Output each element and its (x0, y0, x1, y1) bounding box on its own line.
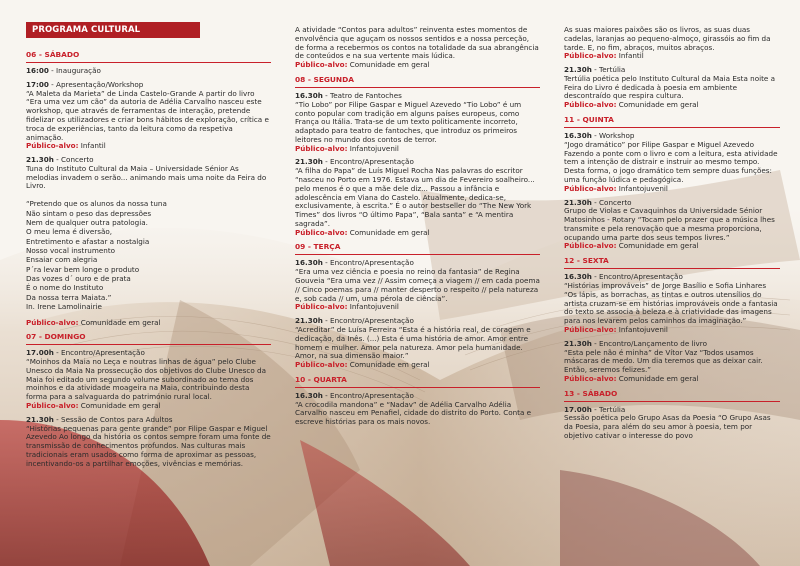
audience-value: Infantojuvenil (616, 324, 668, 334)
event-esta-pele (564, 340, 780, 384)
event-asas-da-poesia (564, 406, 780, 441)
event-description: “Acreditar” de Luísa Ferreira “Esta é a história real, de coragem e dedicação, da Inês. (...) Esta é uma história de amor. Amor entre homem e mulher. Amor pela natureza. Amor pela humanidade. Amor, na sua dimensão maior.” (295, 324, 531, 361)
column-2 (295, 26, 540, 566)
audience-value: Comunidade em geral (78, 317, 161, 327)
audience: Público-alvo: Comunidade em geral (564, 241, 699, 251)
event-contos-continued (295, 26, 540, 70)
audience-value: Comunidade em geral (616, 373, 699, 383)
event-description: “A Maleta da Marieta” de Linda Castelo-Grande A partir do livro “Era uma vez um cão” da autoria de Adélia Carvalho nasceu este workshop, que através de ferramentas de interação, pretende fidelizar os utilizadores e criar bons hábitos de exploração, crítica e troca de experiências, tanto da leitura como da respetiva animação. (26, 88, 269, 142)
event-acreditar (295, 317, 540, 370)
event-type: - Encontro/Apresentação (53, 348, 145, 358)
event-time: 16.30h (295, 90, 323, 100)
event-time: 17.00h (564, 404, 592, 414)
poem-line: “Pretendo que os alunos da nossa tuna (26, 199, 167, 209)
day-heading-08: 08 - SEGUNDA (295, 75, 540, 88)
audience-value: Infantil (78, 141, 106, 151)
event-time: 16:00 (26, 66, 49, 76)
event-type: - Teatro de Fantoches (322, 90, 402, 100)
event-description: “Histórias improváveis” de Jorge Basílio e Sofia Linhares “Os lápis, as borrachas, as tintas e outros utensílios do artista cruzam-se em histórias improváveis onde a fantasia do texto se associa à beleza e à criatividade das imagens para nos levarem pelos caminhos da imaginação.” (564, 281, 778, 326)
day-heading-06: 06 - SÁBADO (26, 50, 271, 63)
event-description: As suas maiores paixões são os livros, as suas duas cadelas, laranjas ao pequeno-almoço, girassóis ao fim da tarde. E, no fim, abraços, muitos abraços. (564, 26, 771, 52)
event-contos-adultos (26, 416, 271, 469)
day-heading-07: 07 - DOMINGO (26, 332, 271, 345)
audience-value: Infantojuvenil (347, 143, 399, 153)
day-heading-13: 13 - SÁBADO (564, 389, 780, 402)
audience: Público-alvo: Comunidade em geral (26, 401, 161, 410)
event-description: Tuna do Instituto Cultural da Maia – Universidade Sénior As melodias invadem o serão... animando mais uma noite da Feira do Livro. (26, 163, 267, 191)
poem-line: Não sintam o peso das depressões (26, 208, 152, 218)
event-description: “A crocodila mandona” e “Nadav” de Adélia Carvalho Adélia Carvalho nasceu em Penafiel, cidade do distrito do Porto. Conta e escreve histórias para os mais novos. (295, 399, 532, 427)
audience-value: Infantojuvenil (616, 183, 668, 193)
event-description: “A filha do Papa” de Luís Miguel Rocha Nas palavras do escritor “nasceu no Porto em 1976. Estava um dia de Fevereiro soalheiro... pelo menos é o que a mãe dele diz... Passou a infância e adolescência em Viana do Castelo. Atualmente, dedica-se, exclusivamente, à escrita.” É o autor bestseller do “The New York Times” dos livros “O último Papa”, “Bala santa” e “A mentira sagrada”. (295, 166, 535, 228)
audience: Público-alvo: Infantojuvenil (295, 302, 399, 312)
event-type: - Tertúlia (591, 65, 626, 75)
poem-line: Nosso vocal instrumento (26, 245, 116, 255)
event-description: “Tio Lobo” por Filipe Gaspar e Miguel Azevedo “Tio Lobo” é um conto popular com tradição em alguns países europeus, como França ou Itália. Trata-se de um texto politicamente incorreto, adaptado para teatro de fantoches, que introduz os primeiros leitores no mundo dos contos de terror. (295, 99, 522, 144)
event-description: “Era uma vez ciência e poesia no reino da fantasia” de Regina Gouveia “Era uma vez // Assim começa a viagem // em cada poema // Cinco poemas para // manter desperto o respeito // pela natureza e, sob cada // um, uma pérola de ciência”. (295, 267, 540, 303)
poem-author: In. Irene Lamolinairie (26, 302, 102, 312)
poem (26, 199, 271, 311)
event-type: - Encontro/Apresentação (591, 272, 683, 282)
event-time: 16.30h (564, 272, 592, 282)
poem-line: Ensaiar com alegria (26, 255, 98, 265)
event-type: - Tertúlia (591, 404, 626, 414)
event-type: - Apresentação/Workshop (48, 79, 144, 89)
audience-value: Infantojuvenil (347, 302, 399, 312)
event-time: 21.30h (26, 414, 54, 424)
event-inauguracao (26, 67, 271, 76)
poem-line: Da nossa terra Maiata.” (26, 292, 112, 302)
audience: Público-alvo: Infantil (26, 141, 106, 151)
poem-line: É o nome do Instituto (26, 283, 104, 293)
event-time: 21.30h (564, 197, 592, 207)
event-type: - Encontro/Apresentação (322, 258, 414, 268)
event-time: 16.30h (295, 390, 323, 400)
event-description: “Esta pele não é minha” de Vítor Vaz “Todos usamos máscaras de medo. Um dia teremos que as deixar cair. Então, seremos felizes.” (564, 347, 763, 375)
event-time: 16.30h (564, 131, 592, 141)
day-heading-11: 11 - QUINTA (564, 115, 780, 128)
audience: Público-alvo: Infantil (564, 51, 644, 61)
event-time: 21.30h (564, 338, 592, 348)
audience: Público-alvo: Comunidade em geral (26, 317, 161, 327)
event-crocodila-continued (564, 26, 780, 61)
event-time: 21.30h (295, 157, 323, 167)
poem-line: Das vozes d´ ouro e de prata (26, 274, 131, 284)
event-description: “Moinhos da Maia no Leça e noutras linhas de água” pelo Clube Unesco da Maia Na prossecução dos objetivos do Clube Unesco da Maia foi editado um segundo volume subordinado ao tema dos moinhos e da atividade moageira na Maia, contribuindo desta forma para a salvaguarda do património rural local. (26, 357, 266, 402)
column-3 (564, 26, 780, 566)
poem-line: Nem de qualquer outra patologia. (26, 217, 148, 227)
audience: Público-alvo: Infantojuvenil (564, 183, 668, 193)
event-time: 16.30h (295, 258, 323, 268)
event-tertulia-icm (564, 66, 780, 110)
audience-value: Comunidade em geral (616, 100, 699, 110)
event-type: - Sessão de Contos para Adultos (53, 414, 173, 424)
event-ciencia-poesia (295, 259, 540, 312)
event-type: - Encontro/Apresentação (322, 157, 414, 167)
event-time: 21.30h (564, 65, 592, 75)
event-jogo-dramatico (564, 132, 780, 193)
event-time: 21.30h (295, 316, 323, 326)
program-banner: PROGRAMA CULTURAL (26, 22, 200, 38)
event-description: A atividade “Contos para adultos” reinventa estes momentos de envolvência que aguçam os nossos sentidos e a nossa perceção, de forma a recebermos os contos na totalidade da sua abrangência de conteúdos e na sua vertente mais lúdica. (295, 26, 539, 61)
event-type: - Encontro/Apresentação (322, 316, 414, 326)
event-filha-do-papa (295, 158, 540, 237)
audience: Público-alvo: Comunidade em geral (295, 360, 430, 370)
audience-value: Comunidade em geral (78, 401, 161, 410)
audience: Público-alvo: Comunidade em geral (295, 60, 430, 70)
audience: Público-alvo: Comunidade em geral (295, 227, 430, 237)
day-heading-09: 09 - TERÇA (295, 242, 540, 255)
audience-value: Comunidade em geral (347, 227, 430, 237)
poem-line: O meu lema é diversão, (26, 227, 113, 237)
event-type: - Workshop (591, 131, 635, 141)
event-type: - Concerto (591, 197, 632, 207)
audience: Público-alvo: Infantojuvenil (295, 143, 399, 153)
event-workshop-maleta (26, 81, 271, 151)
event-historias-improvaveis (564, 273, 780, 334)
audience: Público-alvo: Comunidade em geral (564, 100, 699, 110)
event-description: “Histórias pequenas para gente grande” por Filipe Gaspar e Miguel Azevedo Ao longo da história os contos sempre foram uma fonte de transmissão de conhecimentos profundos. Nas culturas mais tradicionais eram usados como forma de aproximar as pessoas, incentivando-os a partilhar emoções, vivências e memórias. (26, 423, 271, 468)
event-description: Grupo de Violas e Cavaquinhos da Universidade Sénior Matosinhos - Rotary “Tocam pelo prazer que a música lhes transmite e pela renovação que a mesma proporciona, ocupando uma parte dos seus tempos livres.” (564, 206, 775, 242)
event-description: “Jogo dramático” por Filipe Gaspar e Miguel Azevedo Fazendo a ponte com o livro e com a leitura, esta atividade tem a intenção de distrair e instruir ao mesmo tempo. Desta forma, o jogo dramático tem sempre duas funções: uma função lúdica e pedagógica. (564, 139, 778, 184)
poem-line: Entretimento e afastar a nostalgia (26, 236, 150, 246)
event-time: 21.30h (26, 155, 54, 165)
event-crocodila (295, 392, 540, 427)
audience-value: Infantil (616, 51, 644, 61)
event-type: - Encontro/Lançamento de livro (591, 338, 707, 348)
event-description: Sessão poética pelo Grupo Asas da Poesia “O Grupo Asas da Poesia, para além do seu amor à poesia, tem por objetivo cativar o interesse do povo (564, 413, 771, 440)
event-time: 17.00h (26, 348, 54, 358)
event-concerto-violas (564, 199, 780, 252)
event-type: - Encontro/Apresentação (322, 390, 414, 400)
day-heading-12: 12 - SEXTA (564, 256, 780, 269)
event-description: Tertúlia poética pelo Instituto Cultural da Maia Esta noite a Feira do Livro é dedicada à poesia em ambiente descontraído que respira cultura. (564, 73, 776, 101)
event-concerto-tuna (26, 156, 271, 327)
event-type: - Inauguração (48, 66, 101, 76)
event-time: 17:00 (26, 79, 49, 89)
audience-value: Comunidade em geral (347, 360, 430, 370)
day-heading-10: 10 - QUARTA (295, 375, 540, 388)
audience-value: Comunidade em geral (616, 241, 699, 251)
event-tio-lobo (295, 92, 540, 153)
column-1 (26, 26, 271, 566)
poem-line: P´ra levar bem longe o produto (26, 264, 140, 274)
audience: Público-alvo: Infantojuvenil (564, 324, 668, 334)
audience: Público-alvo: Comunidade em geral (564, 373, 699, 383)
event-moinhos (26, 349, 271, 410)
audience-value: Comunidade em geral (347, 60, 430, 70)
event-type: - Concerto (53, 155, 94, 165)
